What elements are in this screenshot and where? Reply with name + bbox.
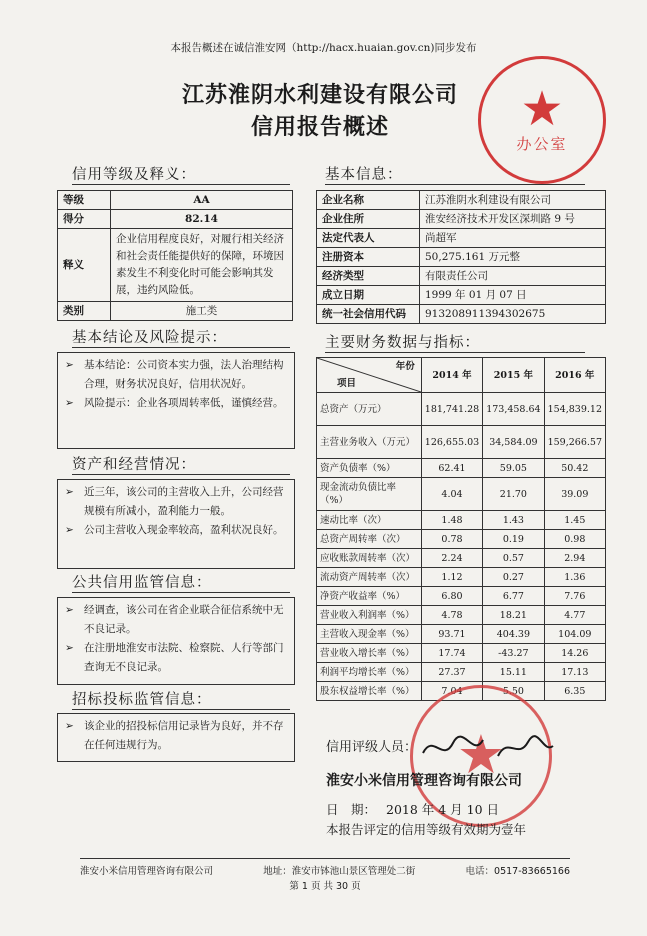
- table-row: 营业收入增长率（%） 17.74 -43.27 14.26: [317, 644, 606, 663]
- assets-heading: 资产和经营情况：: [72, 453, 290, 475]
- table-row: 年份 项目 2014 年 2015 年 2016 年: [317, 358, 606, 393]
- validity-note: 本报告评定的信用等级有效期为壹年: [326, 822, 527, 837]
- table-row: [58, 210, 293, 229]
- table-row: 主营业务收入（万元） 126,655.03 34,584.09 159,266.57: [317, 426, 606, 459]
- table-row: 主营收入现金率（%） 93.71 404.39 104.09: [317, 625, 606, 644]
- table-row: 总资产周转率（次） 0.78 0.19 0.98: [317, 530, 606, 549]
- footer: [80, 858, 570, 892]
- bullet-arrow-icon: ➢: [65, 397, 74, 409]
- table-row: 注册资本 50,275.161 万元整: [317, 248, 606, 267]
- bullet-arrow-icon: ➢: [65, 604, 74, 616]
- table-row: 企业名称 江苏淮阴水利建设有限公司: [317, 191, 606, 210]
- table-row: 应收账款周转率（次） 2.24 0.57 2.94: [317, 549, 606, 568]
- rating-category-value: 施工类: [111, 302, 293, 321]
- table-row: 速动比率（次） 1.48 1.43 1.45: [317, 511, 606, 530]
- signature-scribble: [418, 728, 558, 768]
- report-date: 2018 年 4 月 10 日: [386, 802, 500, 817]
- rating-score-value: 82.14: [111, 210, 293, 229]
- star-icon: ★: [456, 723, 506, 786]
- table-row: 法定代表人 尚超军: [317, 229, 606, 248]
- bullet-arrow-icon: ➢: [65, 642, 74, 654]
- table-row: 股东权益增长率（%） 7.04 5.50 6.35: [317, 682, 606, 701]
- footer-company: 淮安小米信用管理咨询有限公司: [80, 866, 214, 877]
- table-row: [58, 191, 293, 210]
- rater-label: 信用评级人员：: [326, 740, 418, 755]
- basic-info-heading: 基本信息：: [325, 163, 585, 185]
- table-row: 总资产（万元） 181,741.28 173,458.64 154,839.12: [317, 393, 606, 426]
- table-row: 企业住所 淮安经济技术开发区深圳路 9 号: [317, 210, 606, 229]
- rating-company: 淮安小米信用管理咨询有限公司: [326, 773, 522, 789]
- list-item: ➢ 基本结论：公司资本实力强，法人治理结构合理，财务状况良好，信用状况好。: [58, 356, 294, 394]
- table-row: 经济类型 有限责任公司: [317, 267, 606, 286]
- table-row: [58, 302, 293, 321]
- bullet-arrow-icon: ➢: [65, 524, 74, 536]
- rating-definition-label: 释义: [58, 229, 111, 302]
- list-item: ➢ 该企业的招投标信用记录皆为良好，并不存在任何违规行为。: [58, 717, 294, 755]
- table-row: 净资产收益率（%） 6.80 6.77 7.76: [317, 587, 606, 606]
- list-item: ➢ 风险提示：企业各项周转率低，谨慎经营。: [58, 394, 294, 413]
- list-item: ➢ 经调查，该公司在省企业联合征信系统中无不良记录。: [58, 601, 294, 639]
- footer-phone: 电话：0517-83665166: [465, 866, 570, 877]
- top-note: 本报告概述在诚信淮安网（http://hacx.huaian.gov.cn)同步发布: [170, 42, 477, 54]
- basic-info-table: [316, 190, 606, 324]
- bidding-heading: 招标投标监管信息：: [72, 688, 290, 710]
- stamp-text: 办公室: [516, 135, 568, 153]
- report-title: 信用报告概述: [250, 114, 389, 140]
- financial-table: [316, 357, 606, 701]
- assets-box: [57, 479, 295, 569]
- rating-score-label: 得分: [58, 210, 111, 229]
- public-credit-box: [57, 597, 295, 685]
- financial-heading: 主要财务数据与指标：: [325, 331, 585, 353]
- star-icon: ★: [520, 81, 564, 137]
- table-row: 资产负债率（%） 62.41 59.05 50.42: [317, 459, 606, 478]
- bullet-arrow-icon: ➢: [65, 720, 74, 732]
- table-row: 现金流动负债比率（%） 4.04 21.70 39.09: [317, 478, 606, 511]
- table-row: 成立日期 1999 年 01 月 07 日: [317, 286, 606, 305]
- page-number: 第 1 页 共 30 页: [289, 881, 361, 892]
- table-row: 统一社会信用代码 913208911394302675: [317, 305, 606, 324]
- bullet-arrow-icon: ➢: [65, 486, 74, 498]
- rating-table: [57, 190, 293, 321]
- list-item: ➢ 在注册地淮安市法院、检察院、人行等部门查询无不良记录。: [58, 639, 294, 677]
- list-item: ➢ 近三年，该公司的主营收入上升，公司经营规模有所减小，盈利能力一般。: [58, 483, 294, 521]
- table-row: 营业收入利润率（%） 4.78 18.21 4.77: [317, 606, 606, 625]
- bullet-arrow-icon: ➢: [65, 359, 74, 371]
- table-row: 利润平均增长率（%） 27.37 15.11 17.13: [317, 663, 606, 682]
- table-row: 流动资产周转率（次） 1.12 0.27 1.36: [317, 568, 606, 587]
- rating-heading: 信用等级及释义：: [72, 163, 290, 185]
- rating-grade-label: 等级: [58, 191, 111, 210]
- public-credit-heading: 公共信用监管信息：: [72, 571, 290, 593]
- rating-category-label: 类别: [58, 302, 111, 321]
- footer-address: 地址：淮安市钵池山景区管理处二街: [263, 866, 416, 877]
- header-diagonal-cell: 年份 项目: [317, 358, 422, 393]
- conclusion-heading: 基本结论及风险提示：: [72, 326, 290, 348]
- table-row: [58, 229, 293, 302]
- company-title: 江苏淮阴水利建设有限公司: [181, 82, 458, 108]
- bidding-box: [57, 713, 295, 762]
- rating-definition-value: 企业信用程度良好，对履行相关经济和社会责任能提供好的保障，环境因素发生不利变化时可能会影响其发展，违约风险低。: [111, 229, 293, 302]
- conclusion-box: [57, 352, 295, 449]
- date-line: 日 期： 2018 年 4 月 10 日: [326, 802, 500, 817]
- rating-grade-value: AA: [111, 191, 293, 210]
- list-item: ➢ 公司主营收入现金率较高，盈利状况良好。: [58, 521, 294, 540]
